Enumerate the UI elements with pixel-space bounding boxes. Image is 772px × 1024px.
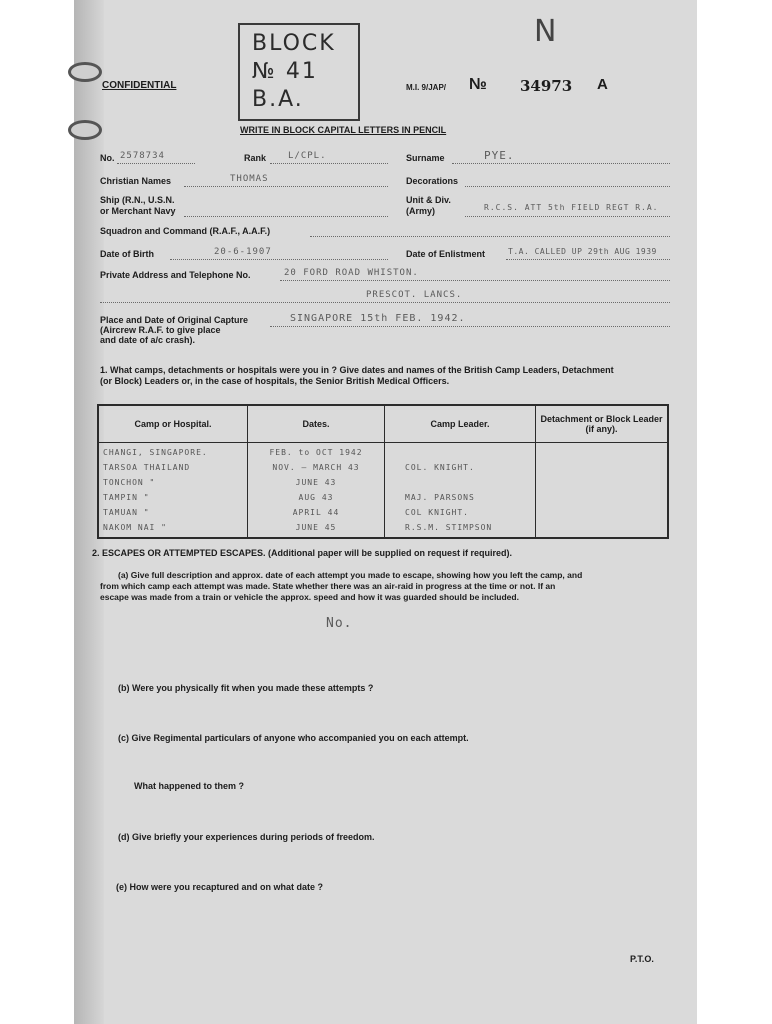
capture-label-2: (Aircrew R.A.F. to give place (100, 325, 221, 335)
camp-cell (98, 443, 248, 539)
question-a-line-1: (a) Give full description and approx. date of each attempt you made to escape, showing how you left the camp, and (118, 570, 583, 580)
rank-value: L/CPL. (288, 151, 327, 161)
address-underline-1 (280, 280, 670, 281)
squadron-label: Squadron and Command (R.A.F., A.A.F.) (100, 226, 271, 236)
capture-label-1: Place and Date of Original Capture (100, 315, 249, 325)
christian-names-label: Christian Names (100, 176, 172, 186)
stamp-line-1: BLOCK (252, 31, 336, 56)
form-suffix: A (597, 76, 608, 93)
please-turn-over: P.T.O. (630, 954, 654, 964)
no-value: 2578734 (120, 151, 165, 161)
camp-entry: TAMUAN " (103, 508, 150, 517)
binding-ring-top (68, 62, 102, 82)
rank-line (270, 163, 388, 164)
number-prefix: № (469, 76, 487, 93)
leader-entry: COL KNIGHT. (405, 508, 469, 517)
binding-ring-bottom (68, 120, 102, 140)
unit-label-1: Unit & Div. (406, 195, 451, 205)
section1-question-line-1: 1. What camps, detachments or hospitals were you in ? Give dates and names of the British Camp Leaders, Detachment (100, 365, 614, 375)
camps-table (97, 404, 669, 539)
capture-line (270, 326, 670, 327)
camp-entry: CHANGI, SINGAPORE. (103, 448, 208, 457)
camp-entry: TAMPIN " (103, 493, 150, 502)
answer-a: No. (326, 616, 353, 631)
column-header-camp-leader: Camp Leader. (385, 405, 536, 443)
ship-label-1: Ship (R.N., U.S.N. (100, 195, 175, 205)
leader-entry (405, 475, 531, 490)
block-stamp (238, 23, 360, 121)
dob-value: 20-6-1907 (214, 247, 272, 257)
column-header-dates: Dates. (248, 405, 385, 443)
stamp-line-3: B.A. (252, 87, 304, 112)
no-label: No. (100, 153, 115, 163)
leader-entry: COL. KNIGHT. (405, 463, 475, 472)
address-line-2: PRESCOT. LANCS. (366, 290, 463, 300)
ship-label-2: or Merchant Navy (100, 206, 176, 216)
leader-entry (405, 445, 531, 460)
unit-label-2: (Army) (406, 206, 436, 216)
capture-label-3: and date of a/c crash). (100, 335, 196, 345)
question-c: (c) Give Regimental particulars of anyone who accompanied you on each attempt. (118, 733, 469, 743)
camp-entry: TARSOA THAILAND (103, 463, 191, 472)
form-reference: M.I. 9/JAP/ (406, 83, 447, 92)
dob-line (170, 259, 388, 260)
decorations-label: Decorations (406, 176, 459, 186)
enlistment-line (506, 259, 670, 260)
question-e: (e) How were you recaptured and on what date ? (116, 882, 324, 892)
classification: CONFIDENTIAL (102, 80, 177, 91)
leader-entry: MAJ. PARSONS (405, 493, 475, 502)
capture-value: SINGAPORE 15th FEB. 1942. (290, 313, 466, 324)
form-number: 34973 (520, 77, 573, 95)
column-header-detachment-leader: Detachment or Block Leader (if any). (536, 405, 669, 443)
date-entry: AUG 43 (298, 493, 334, 502)
section2-title: 2. ESCAPES OR ATTEMPTED ESCAPES. (Additional paper will be supplied on request if required). (92, 548, 513, 558)
column-header-camp: Camp or Hospital. (98, 405, 248, 443)
question-a-line-3: escape was made from a train or vehicle the approx. speed and how it was guarded should be included. (100, 592, 519, 602)
decorations-line (465, 186, 670, 187)
stamp-line-2: № 41 (252, 59, 318, 84)
section1-question-line-2: (or Block) Leaders or, in the case of hospitals, the Senior British Medical Officers. (100, 376, 450, 386)
surname-value: PYE. (484, 149, 515, 162)
question-a-line-2: from which camp each attempt was made. State whether there was an air-raid in progress at the time or not. If an (100, 581, 556, 591)
date-entry: APRIL 44 (292, 508, 340, 517)
date-entry: JUNE 45 (295, 523, 337, 532)
unit-line (465, 216, 670, 217)
enlistment-value: T.A. CALLED UP 29th AUG 1939 (508, 247, 657, 256)
unit-value: R.C.S. ATT 5th FIELD REGT R.A. (484, 203, 659, 212)
detachment-cell (536, 443, 669, 539)
no-line (117, 163, 195, 164)
date-entry: JUNE 43 (295, 478, 337, 487)
enlistment-label: Date of Enlistment (406, 249, 486, 259)
christian-line (184, 186, 388, 187)
ship-line (184, 216, 388, 217)
dates-cell (248, 443, 385, 539)
question-d: (d) Give briefly your experiences during periods of freedom. (118, 832, 375, 842)
leader-entry: R.S.M. STIMPSON (405, 523, 493, 532)
christian-names-value: THOMAS (230, 174, 269, 184)
surname-label: Surname (406, 153, 445, 163)
address-line-1: 20 FORD ROAD WHISTON. (284, 268, 419, 278)
date-entry: NOV. — MARCH 43 (272, 463, 360, 472)
date-entry: FEB. to OCT 1942 (269, 448, 363, 457)
rank-label: Rank (244, 153, 267, 163)
corner-mark: N (534, 14, 557, 49)
surname-line (452, 163, 670, 164)
question-c-sub: What happened to them ? (134, 781, 244, 791)
question-b: (b) Were you physically fit when you made these attempts ? (118, 683, 374, 693)
dob-label: Date of Birth (100, 249, 154, 259)
camp-entry: NAKOM NAI " (103, 523, 167, 532)
leader-cell (385, 443, 536, 539)
address-label: Private Address and Telephone No. (100, 270, 251, 280)
squadron-line (310, 236, 670, 237)
camp-entry: TONCHON " (103, 478, 156, 487)
instruction: WRITE IN BLOCK CAPITAL LETTERS IN PENCIL (240, 125, 447, 135)
address-underline-2 (100, 302, 670, 303)
